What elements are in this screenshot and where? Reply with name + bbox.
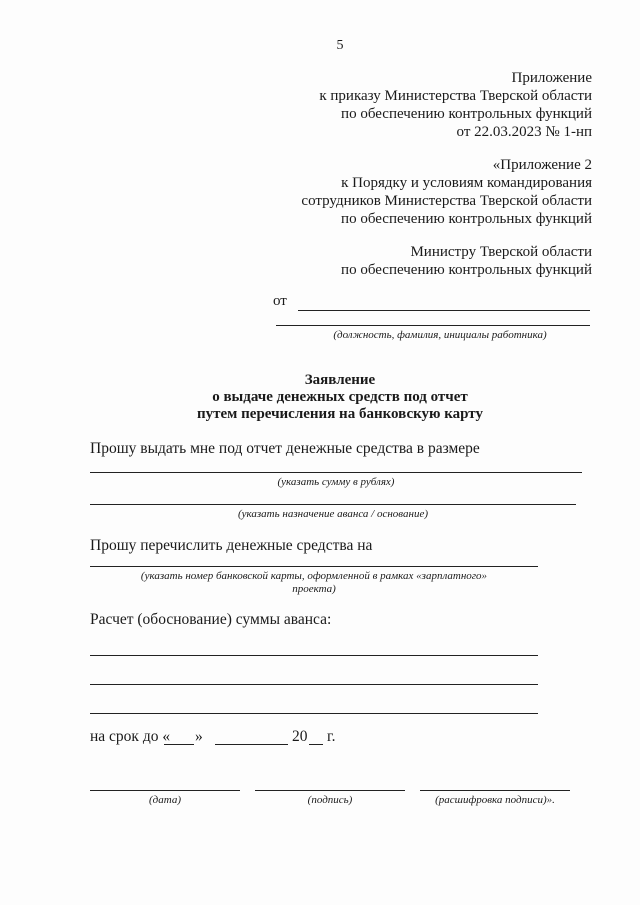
title-line2: о выдаче денежных средств под отчет [212,389,468,405]
date-hint: (дата) [149,794,181,806]
term-prefix: на срок до « [90,728,171,745]
transfer-text: Прошу перечислить денежные средства на [90,537,373,554]
date-line[interactable] [90,790,240,791]
purpose-hint: (указать назначение аванса / основание) [237,508,429,520]
title-line3: путем перечисления на банковскую карту [197,406,483,422]
signature-line[interactable] [255,790,405,791]
title-line1: Заявление [304,372,376,388]
from-name-line[interactable] [298,310,590,311]
appendix2-line4: по обеспечению контрольных функций [341,211,592,227]
card-hint-line1: (указать номер банковской карты, оформленной в рамках «зарплатного» [140,570,488,582]
addressee-line1: Министру Тверской области [410,244,592,260]
signature-hint: (подпись) [307,794,353,806]
appendix-header-line1: Приложение [511,70,592,86]
card-hint-line2: проекта) [292,583,336,595]
decoding-line[interactable] [420,790,570,791]
calculation-label: Расчет (обоснование) суммы аванса: [90,611,332,628]
from-label: от [273,293,287,309]
term-year-line[interactable] [309,744,323,745]
page-number: 5 [336,38,344,53]
appendix-header-line3: по обеспечению контрольных функций [341,106,592,122]
decoding-hint: (расшифровка подписи)». [435,794,555,806]
term-day-line[interactable] [164,744,194,745]
appendix2-line1: «Приложение 2 [492,157,592,173]
term-year-suffix: г. [327,728,336,745]
calculation-line-3[interactable] [90,713,538,714]
term-month-line[interactable] [215,744,288,745]
amount-line[interactable] [90,472,582,473]
addressee-line2: по обеспечению контрольных функций [341,262,592,278]
term-quote-close: » [195,728,203,745]
request-text: Прошу выдать мне под отчет денежные средства в размере [90,440,480,457]
appendix-header-line2: к приказу Министерства Тверской области [319,88,592,104]
appendix2-line2: к Порядку и условиям командирования [341,175,592,191]
card-number-line[interactable] [90,566,538,567]
purpose-line[interactable] [90,504,576,505]
from-position-line[interactable] [276,325,590,326]
calculation-line-1[interactable] [90,655,538,656]
amount-hint: (указать сумму в рублях) [277,476,395,488]
appendix2-line3: сотрудников Министерства Тверской области [301,193,592,209]
calculation-line-2[interactable] [90,684,538,685]
appendix-header-line4: от 22.03.2023 № 1-нп [456,124,592,140]
term-year-prefix: 20 [292,728,308,745]
from-hint: (должность, фамилия, инициалы работника) [333,329,547,341]
